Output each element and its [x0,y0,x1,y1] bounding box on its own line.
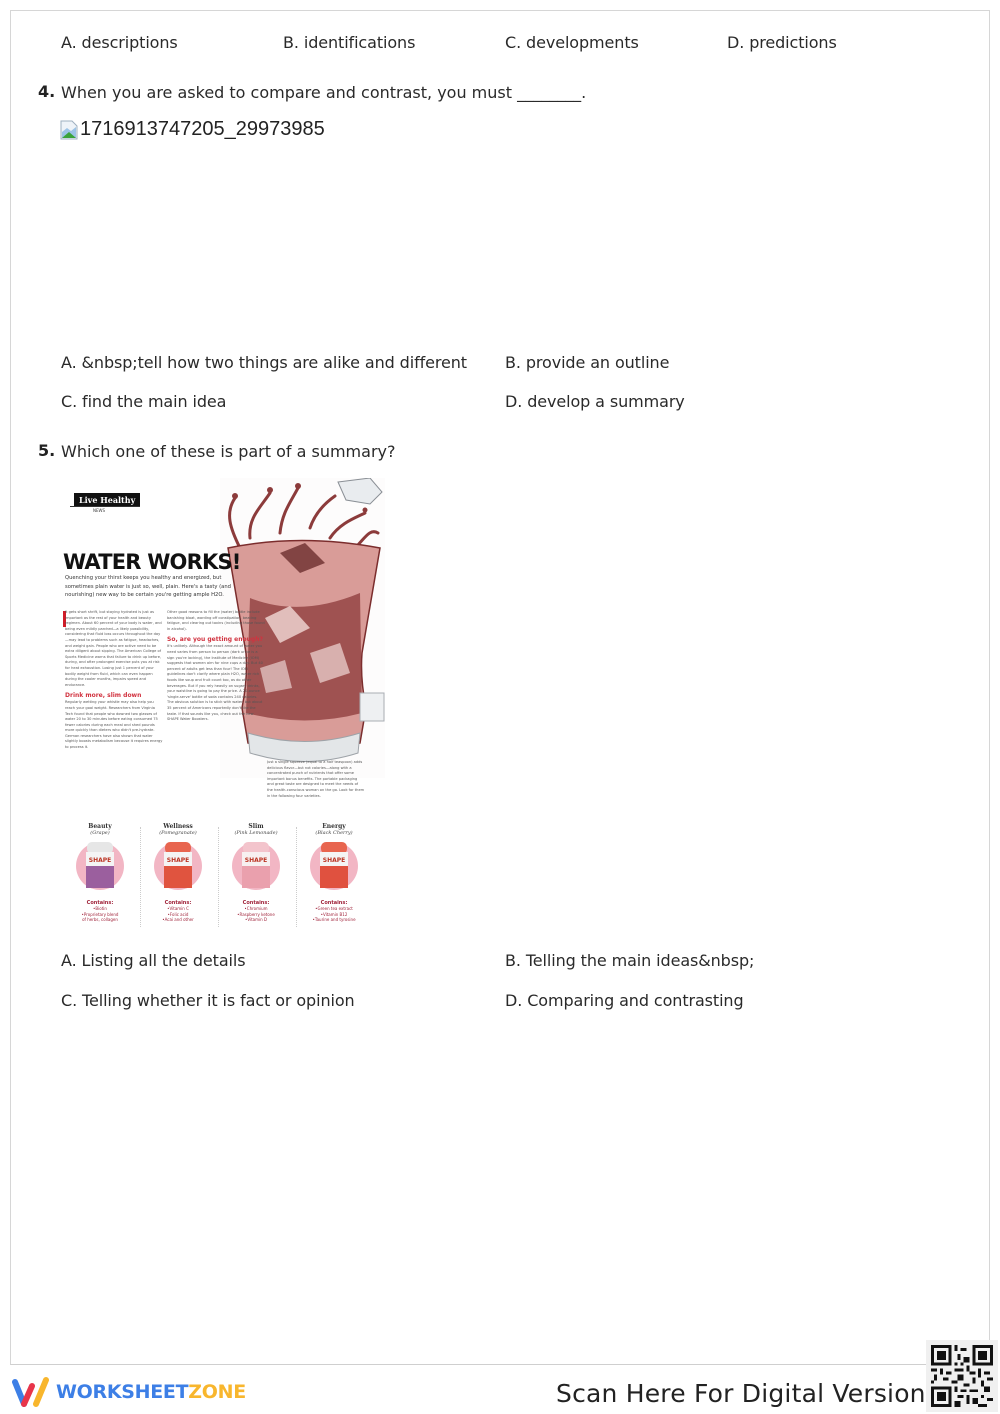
question-5-number: 5. [38,441,56,460]
broken-image-icon [60,120,78,140]
bottle-name: Wellness [163,823,193,830]
column-2-body: Other good reasons to fill the (water) bottle include banishing bloat, warding off constipation, beating fatigue, and clearing out toxins (including those found in alcohol). [167,610,265,631]
image-alt-text: 1716913747205_29973985 [80,118,325,140]
magazine-column-3 [267,760,365,820]
column-1-body-b: Regularly wetting your whistle may also help you reach your goal weight. Researchers from Virginia Tech found that people who downed two glasses of water 20 to 30 minutes before eating consumed 75 fewer calories during each meal and shed pounds more quickly than dieters who didn't pre-hydrate. German researchers have also shown that water slightly boosts metabolism because it requires energy to process it. [65,700,163,750]
brand-name [56,1381,246,1403]
qr-code-icon[interactable] [926,1340,998,1412]
q4-option-b[interactable]: B. provide an outline [505,353,670,372]
q4-option-a[interactable]: A. &nbsp;tell how two things are alike and different [61,353,467,372]
bottle-name: Beauty [88,823,112,830]
bottle-wellness [140,823,216,936]
bottle-beauty [62,823,138,936]
q4-option-d[interactable]: D. develop a summary [505,392,685,411]
worksheetzone-w-icon [10,1376,50,1408]
q5-option-a[interactable]: A. Listing all the details [61,951,246,970]
bottle-contains: Contains: •Green tea extract •Vitamin B12 •Taurine and tyrosine [312,900,356,923]
magazine-deck: Quenching your thirst keeps you healthy and energized, but sometimes plain water is just so, well, plain. Here's a tasty (and nourishing) new way to be certain you're getting ample H2O. [65,575,231,599]
magazine-column-2 [167,610,265,820]
question-5-text: Which one of these is part of a summary? [61,442,396,461]
magazine-page-image [60,478,385,936]
bottle-icon [140,836,216,894]
bottle-icon [62,836,138,894]
bottle-contains: Contains: •Vitamin C •Folic acid •Acai and other [162,900,194,923]
column-1-body: It gets short shrift, but staying hydrated is just as important as the rest of your health and beauty regimen. About 60 percent of your body is water, and being even mildly parched—a likely possibility, considering that fluid loss occurs throughout the day—may lead to problems such as fatigue, headaches, and weight gain. People who are active need to be extra diligent about sipping. The American College of Sports Medicine warns that failure to drink up before, during, and after prolonged exercise puts you at risk for heat exhaustion. Losing just 1 percent of your bodily weight from fluid, which can even happen during the cooler months, impairs speed and endurance. [65,610,162,687]
q3-option-a[interactable]: A. descriptions [61,33,178,52]
brand-part-worksheet: WORKSHEET [56,1381,189,1403]
bottle-contains: Contains: •Biotin •Proprietary blend of herbs, collagen [81,900,119,923]
product-bottles-row [60,823,385,936]
bottle-icon [296,836,372,894]
scan-here-label: Scan Here For Digital Version [556,1379,926,1408]
bottle-name: Slim [248,823,264,830]
question-4-number: 4. [38,82,56,101]
magazine-section-tag: Live Healthy [74,493,140,507]
column-2-body-b: It's unlikely. Although the exact amount of water you need varies from person to person (dark urine is a sign you're lacking), the Institute of Medicine (IOM) suggests that women aim for nine cups a day. But 40 percent of adults get less than four! The IOM guidelines don't clarify where plain H2O, water rich foods like soup and fruit count too, as do other beverages. But if you rely heavily on sugary drinks, your waistline is going to pay the price. A 20-ounce 'single-serve' bottle of soda contains 240 calories. The obvious solution is to stick with water, but about 35 percent of Americans reportedly don't like the taste. If that sounds like you, check out the new SHAPE Water Boosters. [167,644,263,722]
svg-text:SHAPE: SHAPE [244,857,268,864]
q5-option-d[interactable]: D. Comparing and contrasting [505,991,744,1010]
bottle-flavor: (Black Cherry) [315,830,353,836]
q4-option-c[interactable]: C. find the main idea [61,392,227,411]
svg-text:SHAPE: SHAPE [166,857,190,864]
q3-option-b[interactable]: B. identifications [283,33,416,52]
question-4-text: When you are asked to compare and contrast, you must ________. [61,83,587,102]
question-4-image [60,118,325,141]
column-1-subhead: Drink more, slim down [65,692,142,700]
svg-text:SHAPE: SHAPE [322,857,346,864]
column-2-subhead: So, are you getting enough? [167,636,263,644]
column-3-body: Just a single squeeze (equal to a half teaspoon) adds delicious flavor—but not calories—along with a concentrated punch of nutrients that offer some important bonus benefits. The portable packaging and great taste are designed to meet the needs of the health-conscious woman on the go. Look for them in the following four varieties. [267,760,365,798]
q5-option-b[interactable]: B. Telling the main ideas&nbsp; [505,951,755,970]
magazine-headline: WATER WORKS! [63,550,241,574]
magazine-column-1 [65,610,163,820]
bottle-flavor: (Pink Lemonade) [234,830,278,836]
bottle-energy [296,823,372,936]
brand-part-zone: ZONE [188,1381,246,1403]
bottle-icon [218,836,294,894]
q5-option-c[interactable]: C. Telling whether it is fact or opinion [61,991,355,1010]
svg-text:SHAPE: SHAPE [88,857,112,864]
q3-option-c[interactable]: C. developments [505,33,639,52]
magazine-section-sub: NEWS [93,508,106,513]
bottle-flavor: (Grape) [90,830,110,836]
bottle-slim [218,823,294,936]
bottle-flavor: (Pomegranate) [159,830,197,836]
worksheetzone-logo[interactable] [10,1376,246,1408]
section-rule [70,506,140,507]
bottle-name: Energy [322,823,346,830]
bottle-contains: Contains: •Chromium •Raspberry ketone •Vitamin D [237,900,275,923]
q3-option-d[interactable]: D. predictions [727,33,837,52]
